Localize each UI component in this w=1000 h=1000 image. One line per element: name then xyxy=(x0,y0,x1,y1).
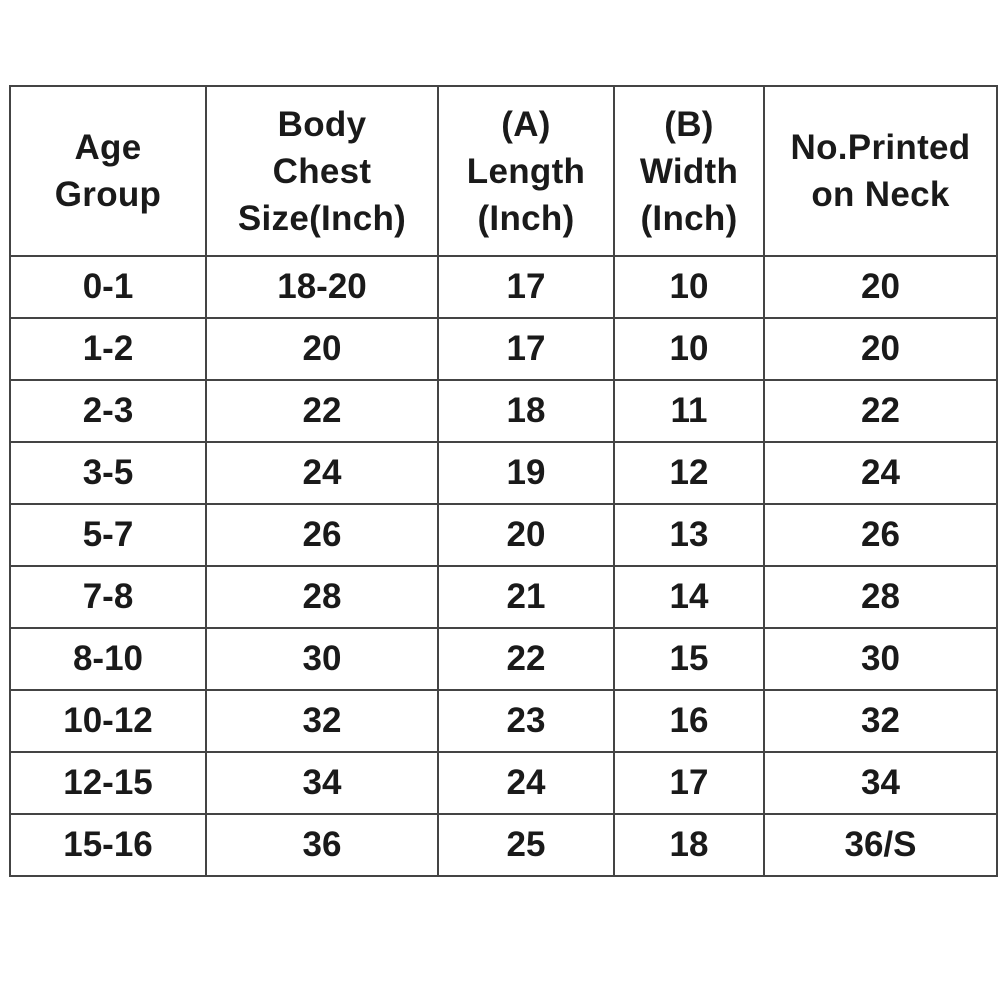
width-cell: 13 xyxy=(614,504,764,566)
chest-size-cell: 22 xyxy=(206,380,438,442)
table-row xyxy=(10,256,997,318)
width-cell: 11 xyxy=(614,380,764,442)
length-cell: 21 xyxy=(438,566,614,628)
length-cell: 17 xyxy=(438,318,614,380)
age-group-cell: 15-16 xyxy=(10,814,206,876)
table-row xyxy=(10,752,997,814)
table-row xyxy=(10,380,997,442)
chest-size-cell: 28 xyxy=(206,566,438,628)
neck-number-cell: 24 xyxy=(764,442,997,504)
chest-size-cell: 30 xyxy=(206,628,438,690)
table-row xyxy=(10,814,997,876)
header-line: Size(Inch) xyxy=(237,198,407,238)
length-cell: 18 xyxy=(438,380,614,442)
width-cell: 18 xyxy=(614,814,764,876)
length-cell: 19 xyxy=(438,442,614,504)
header-line: Width xyxy=(639,151,739,191)
width-cell: 12 xyxy=(614,442,764,504)
header-line: Age xyxy=(74,128,142,167)
header-age-group xyxy=(10,86,206,256)
table-row xyxy=(10,504,997,566)
width-cell: 10 xyxy=(614,256,764,318)
header-length xyxy=(438,86,614,256)
header-width xyxy=(614,86,764,256)
width-cell: 15 xyxy=(614,628,764,690)
length-cell: 17 xyxy=(438,256,614,318)
neck-number-cell: 28 xyxy=(764,566,997,628)
header-line: (Inch) xyxy=(477,198,575,238)
header-line: (Inch) xyxy=(640,198,738,238)
header-line: on Neck xyxy=(811,175,950,214)
table-row xyxy=(10,628,997,690)
age-group-cell: 3-5 xyxy=(10,442,206,504)
table-row xyxy=(10,442,997,504)
header-line: Body xyxy=(277,104,367,144)
neck-number-cell: 22 xyxy=(764,380,997,442)
age-group-cell: 7-8 xyxy=(10,566,206,628)
size-chart-table xyxy=(9,85,998,877)
length-cell: 20 xyxy=(438,504,614,566)
neck-number-cell: 26 xyxy=(764,504,997,566)
header-line: (B) xyxy=(664,104,714,144)
width-cell: 10 xyxy=(614,318,764,380)
table-row xyxy=(10,318,997,380)
age-group-cell: 12-15 xyxy=(10,752,206,814)
age-group-cell: 8-10 xyxy=(10,628,206,690)
neck-number-cell: 34 xyxy=(764,752,997,814)
length-cell: 23 xyxy=(438,690,614,752)
chest-size-cell: 20 xyxy=(206,318,438,380)
age-group-cell: 2-3 xyxy=(10,380,206,442)
neck-number-cell: 20 xyxy=(764,256,997,318)
age-group-cell: 5-7 xyxy=(10,504,206,566)
table-row xyxy=(10,566,997,628)
header-row xyxy=(10,86,997,256)
width-cell: 17 xyxy=(614,752,764,814)
width-cell: 16 xyxy=(614,690,764,752)
length-cell: 25 xyxy=(438,814,614,876)
length-cell: 22 xyxy=(438,628,614,690)
header-line: Chest xyxy=(272,151,372,191)
header-line: (A) xyxy=(501,104,551,144)
neck-number-cell: 36/S xyxy=(764,814,997,876)
header-line: No.Printed xyxy=(790,128,971,167)
neck-number-cell: 32 xyxy=(764,690,997,752)
header-line: Group xyxy=(54,175,162,214)
header-no-printed-on-neck xyxy=(764,86,997,256)
chest-size-cell: 24 xyxy=(206,442,438,504)
chest-size-cell: 32 xyxy=(206,690,438,752)
table-row xyxy=(10,690,997,752)
width-cell: 14 xyxy=(614,566,764,628)
age-group-cell: 1-2 xyxy=(10,318,206,380)
length-cell: 24 xyxy=(438,752,614,814)
chest-size-cell: 18-20 xyxy=(206,256,438,318)
chest-size-cell: 36 xyxy=(206,814,438,876)
age-group-cell: 10-12 xyxy=(10,690,206,752)
size-chart xyxy=(9,85,996,877)
header-body-chest-size xyxy=(206,86,438,256)
neck-number-cell: 30 xyxy=(764,628,997,690)
chest-size-cell: 34 xyxy=(206,752,438,814)
header-line: Length xyxy=(466,151,586,191)
neck-number-cell: 20 xyxy=(764,318,997,380)
chest-size-cell: 26 xyxy=(206,504,438,566)
age-group-cell: 0-1 xyxy=(10,256,206,318)
